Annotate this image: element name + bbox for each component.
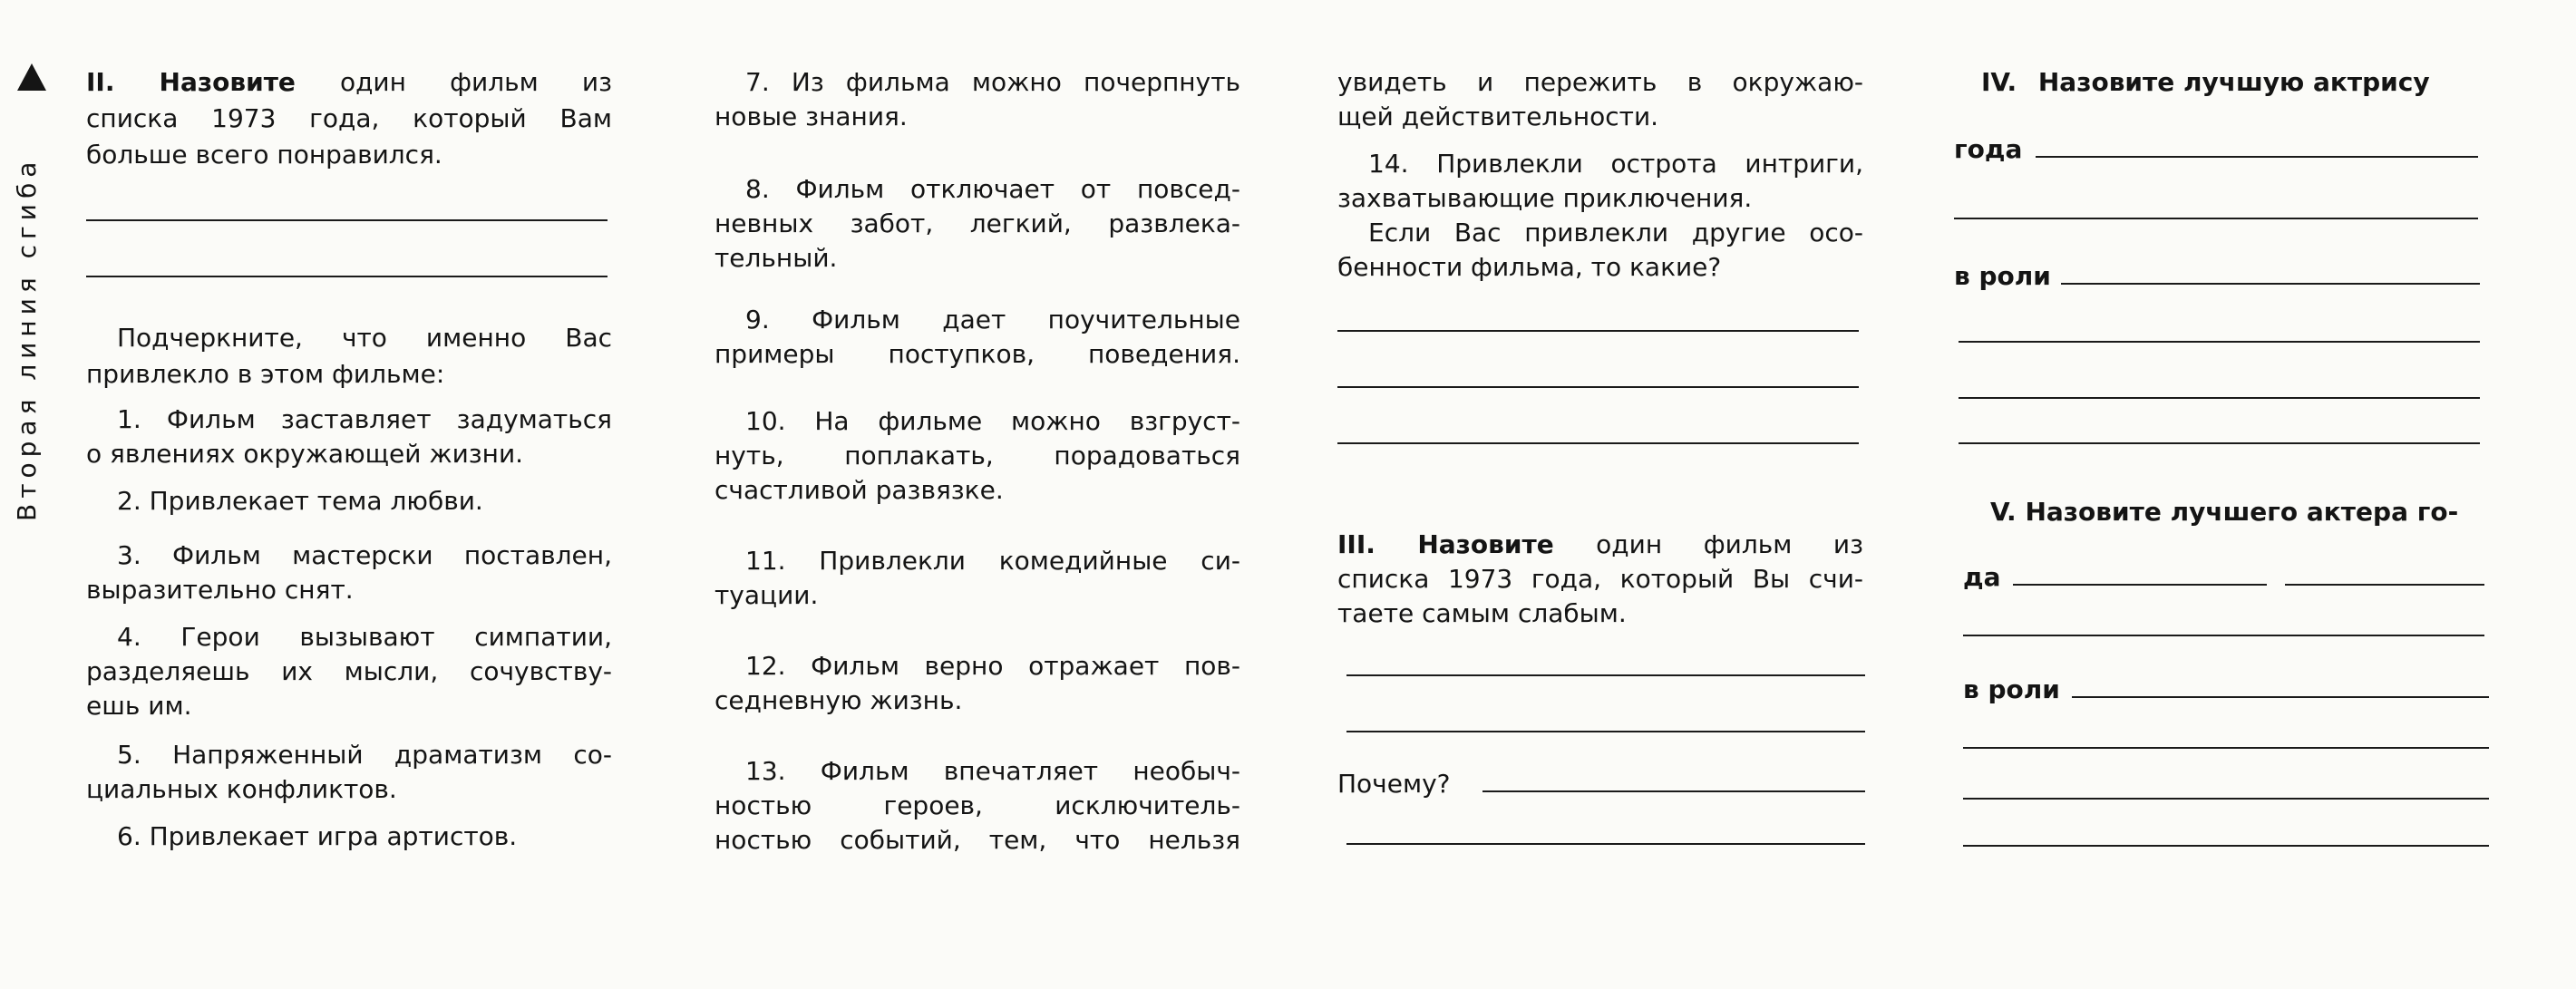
question-4-heading xyxy=(1981,65,2498,100)
fold-arrow-icon xyxy=(17,63,46,91)
question-3-number: III. xyxy=(1337,529,1375,559)
item-13-line-2[interactable]: ностью героев, исключитель- xyxy=(714,790,1240,820)
question-3-heading xyxy=(1337,528,1863,562)
question-3-line-2: списка 1973 года, который Вы счи- xyxy=(1337,564,1863,594)
item-4-line-1[interactable]: 4. Герои вызывают симпатии, xyxy=(117,622,612,652)
question-3-rest: один фильм из xyxy=(1596,529,1863,559)
item-8-line-3[interactable]: тельный. xyxy=(714,243,838,273)
actress-role-line[interactable] xyxy=(2061,283,2480,285)
answer-line[interactable] xyxy=(1337,386,1859,388)
item-8-line-2[interactable]: невных забот, легкий, развлека- xyxy=(714,208,1240,238)
question-2-line-2: списка 1973 года, который Вам xyxy=(86,103,612,133)
question-5-year-label: да xyxy=(1963,562,2001,592)
answer-line[interactable] xyxy=(86,219,608,221)
fold-margin xyxy=(9,54,54,526)
answer-line[interactable] xyxy=(1959,341,2480,343)
item-14-line-1[interactable]: 14. Привлекли острота интриги, xyxy=(1368,149,1863,179)
question-3-bold: Назовите xyxy=(1417,529,1554,559)
question-2-rest: один фильм из xyxy=(339,67,613,97)
item-6[interactable]: 6. Привлекает игра артистов. xyxy=(117,821,518,851)
item-13-line-5[interactable]: щей действительности. xyxy=(1337,102,1659,131)
other-features-line-2: бенности фильма, то какие? xyxy=(1337,252,1722,282)
item-5-line-2[interactable]: циальных конфликтов. xyxy=(86,774,397,804)
question-5-heading: V. Назовите лучшего актера го- xyxy=(1990,497,2459,527)
answer-line[interactable] xyxy=(1963,635,2484,636)
item-13-line-1[interactable]: 13. Фильм впечатляет необыч- xyxy=(745,756,1240,786)
question-2-bold: Назовите xyxy=(159,67,296,97)
answer-line[interactable] xyxy=(1337,330,1859,332)
question-2-line-3: больше всего понравился. xyxy=(86,140,442,170)
item-8-line-1[interactable]: 8. Фильм отключает от повсед- xyxy=(745,174,1240,204)
actor-role-line[interactable] xyxy=(2072,696,2489,698)
item-14-line-2[interactable]: захватывающие приключения. xyxy=(1337,183,1753,213)
question-5-role-label: в роли xyxy=(1963,674,2060,704)
other-features-line-1: Если Вас привлекли другие осо- xyxy=(1368,218,1863,247)
actress-name-line[interactable] xyxy=(2036,156,2478,158)
item-1-line-1[interactable]: 1. Фильм заставляет задуматься xyxy=(117,404,612,434)
item-9-line-1[interactable]: 9. Фильм дает поучительные xyxy=(745,305,1240,335)
question-3-line-3: таете самым слабым. xyxy=(1337,598,1627,628)
item-4-line-2[interactable]: разделяешь их мысли, сочувству- xyxy=(86,656,612,686)
actor-name-line[interactable] xyxy=(2013,584,2267,586)
answer-line[interactable] xyxy=(1963,747,2489,749)
why-answer-line[interactable] xyxy=(1482,790,1865,792)
item-7-line-1[interactable]: 7. Из фильма можно почерпнуть xyxy=(745,67,1240,97)
answer-line[interactable] xyxy=(1959,442,2480,444)
answer-line[interactable] xyxy=(1963,845,2489,847)
question-2-heading xyxy=(86,65,612,100)
item-3-line-2[interactable]: выразительно снят. xyxy=(86,575,354,605)
item-9-line-2[interactable]: примеры поступков, поведения. xyxy=(714,339,1240,369)
item-11-line-1[interactable]: 11. Привлекли комедийные си- xyxy=(745,546,1240,576)
answer-line[interactable] xyxy=(86,276,608,277)
actor-name-line-2[interactable] xyxy=(2285,584,2484,586)
answer-line[interactable] xyxy=(1346,843,1865,845)
item-10-line-2[interactable]: нуть, поплакать, порадоваться xyxy=(714,441,1240,470)
item-2[interactable]: 2. Привлекает тема любви. xyxy=(117,486,483,516)
item-11-line-2[interactable]: туации. xyxy=(714,580,819,610)
item-10-line-1[interactable]: 10. На фильме можно взгруст- xyxy=(745,406,1240,436)
answer-line[interactable] xyxy=(1954,218,2478,219)
item-13-line-3[interactable]: ностью событий, тем, что нельзя xyxy=(714,825,1240,855)
item-12-line-1[interactable]: 12. Фильм верно отражает пов- xyxy=(745,651,1240,681)
item-12-line-2[interactable]: седневную жизнь. xyxy=(714,685,963,715)
answer-line[interactable] xyxy=(1337,442,1859,444)
intro-line-2: привлекло в этом фильме: xyxy=(86,359,445,389)
item-10-line-3[interactable]: счастливой развязке. xyxy=(714,475,1004,505)
item-5-line-1[interactable]: 5. Напряженный драматизм со- xyxy=(117,740,612,770)
answer-line[interactable] xyxy=(1346,674,1865,676)
question-4-number: IV. xyxy=(1981,67,2017,97)
why-label: Почему? xyxy=(1337,769,1451,799)
item-1-line-2[interactable]: о явлениях окружающей жизни. xyxy=(86,439,524,469)
item-3-line-1[interactable]: 3. Фильм мастерски поставлен, xyxy=(117,540,612,570)
answer-line[interactable] xyxy=(1963,798,2489,800)
question-2-number: II. xyxy=(86,67,115,97)
intro-line-1: Подчеркните, что именно Вас xyxy=(117,323,612,353)
answer-line[interactable] xyxy=(1959,397,2480,399)
question-4-year-label: года xyxy=(1954,134,2023,164)
item-7-line-2[interactable]: новые знания. xyxy=(714,102,908,131)
question-4-role-label: в роли xyxy=(1954,261,2051,291)
answer-line[interactable] xyxy=(1346,731,1865,732)
item-13-line-4[interactable]: увидеть и пережить в окружаю- xyxy=(1337,67,1863,97)
fold-line-label: Вторая линия сгиба xyxy=(12,156,42,521)
item-4-line-3[interactable]: ешь им. xyxy=(86,691,192,721)
question-4-text: Назовите лучшую актрису xyxy=(2037,67,2430,97)
